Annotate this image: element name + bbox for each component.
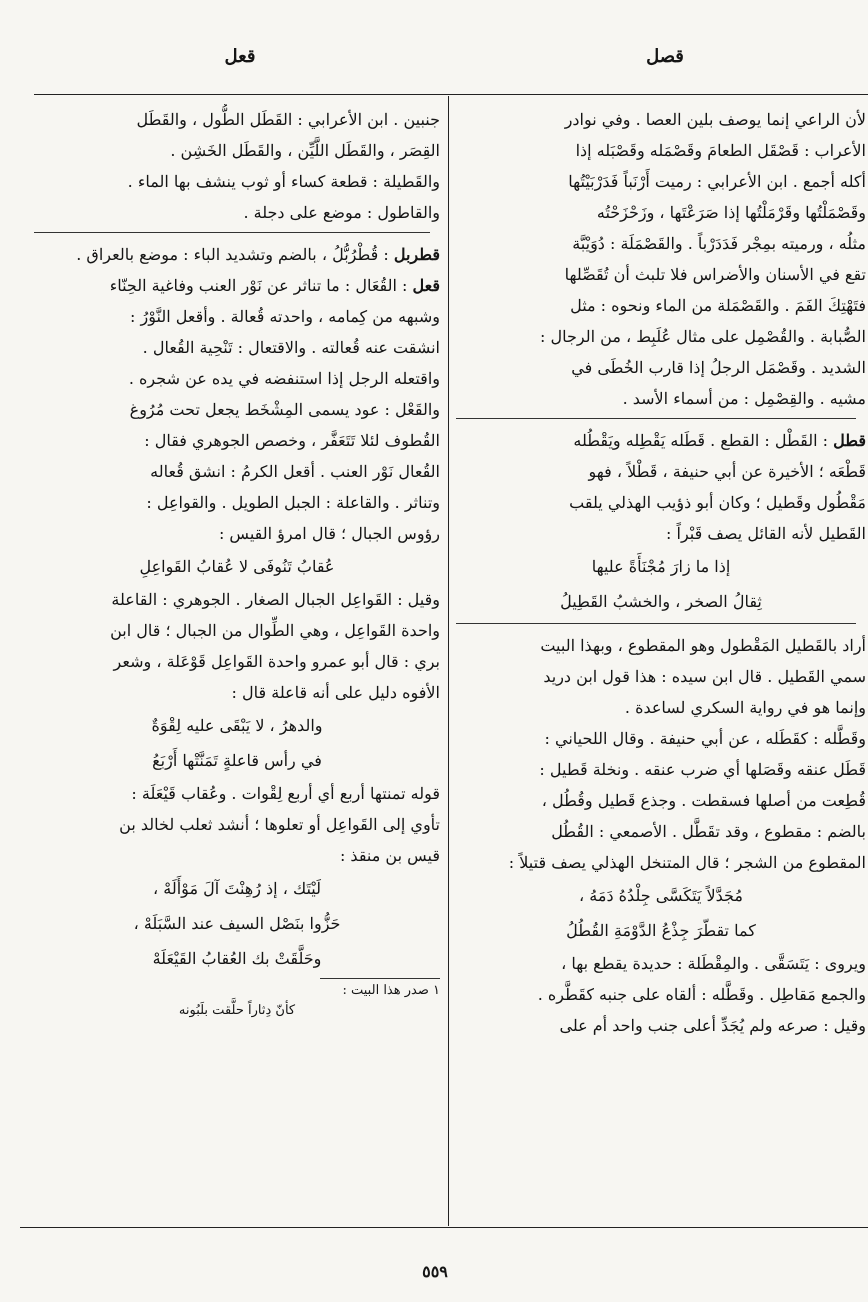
text-line: القُعال نَوْر العنب . أقعل الكرمُ : انشق قُعاله [150,462,440,481]
text-line: قوله تمنتها أربع أي أربع لِقْوات . وعُقاب قَيْعَلَة : [131,784,440,803]
verse-line: وحَلَّقَتْ بك العُقابُ القَيْعَلَهْ [152,949,322,968]
text-line: بالضم : مقطوع ، وقد تقَطَّل . الأصمعي : القُطُل [551,822,866,841]
right-col-verse-2 [456,878,866,948]
text-line: مشيه . والقِصْمِل : من أسماء الأسد . [622,389,866,408]
text-line: قَطْعَه ؛ الأخيرة عن أبي حنيفة ، قَطْلاً ، فهو [588,462,866,481]
text-line: وشبهه من كِمامه ، واحدته قُعالة . وأقعل النَّوْرُ : [130,307,440,326]
text-line: واقتعله الرجل إذا استنفضه في يده عن شجره . [128,369,440,388]
text-line: بري : قال أبو عمرو واحدة القَواعِل قَوْعَلة ، وشعر [113,652,440,671]
entry-separator [34,232,430,233]
text-line: قطربل : قُطْرُبُّلُ ، بالضم وتشديد الباء : موضع بالعراق . [76,245,440,264]
right-col-block-a [456,104,866,414]
verse-line: ثِقالُ الصخر ، والخشبُ القَطِيلُ [560,592,762,611]
verse-line: حَزُّوا بنَصْل السيف عند السَّبَلَهْ ، [133,914,341,933]
left-headword: قعل [224,46,256,67]
left-col-verse-1 [34,549,440,584]
verse-line: إذا ما زارَ مُجْنَأَةً عليها [591,557,731,576]
entry-separator [456,623,856,624]
right-col-block-b [456,425,866,549]
entry-headword: قطربل [393,245,440,264]
left-col-block-d [34,584,440,708]
text-line: قطل : القَطْل : القطع . قَطَله يَقْطِله ويَقْطُله [573,431,866,450]
text-line: الشديد . وقَصْمَل الرجلُ إذا قارب الخُطَى في [571,358,866,377]
text-line: والقاطول : موضع على دجلة . [243,203,440,222]
text-line: الأعراب : قَصْقَل الطعامَ وقَصْمَله وقَصْبَله إذا [575,141,866,160]
verse-line: في رأس قاعلةٍ تَمَنَّتْها أَرْبَعُ [152,751,322,770]
text-line: تقع في الأسنان والأضراس فلا تلبث أن تُقَصِّلها [564,265,866,284]
left-col-block-a [34,104,440,228]
right-headword: قصل [646,46,684,67]
entry-headword: قطل [833,431,866,450]
left-col-verse-2 [34,708,440,778]
text-line: القَطيل لأنه القائل يصف قَبْراً : [666,524,866,543]
text-line: جنبين . ابن الأعرابي : القَطَل الطُّول ، والقَطَل [136,110,440,129]
text-line: وتناثر . والقاعلة : الجبل الطويل . والقواعِل : [146,493,440,512]
entry-headword: قعل [412,276,440,295]
text-line: الصُّبابة . والقُصْمِل على مثال عُلَبِط ، من الرجال : [540,327,866,346]
text-line: مثلُه ، ورميته بمِجْر فَدَدَرْباً . والقَصْمَلَة : دُوَيْبَّة [572,234,866,253]
text-line: انشقت عنه قُعالته . والاقتعال : تَنْحِية القُعال . [142,338,440,357]
footnote-rule [320,978,440,979]
right-column [456,104,866,1041]
text-line: واحدة القَواعِل ، وهي الطِّوال من الجبال ؛ قال ابن [110,621,440,640]
text-line: وإنما هو في رواية السكري لساعدة . [624,698,866,717]
verse-line: مُجَدَّلاً يَتَكَسَّى جِلْدُهُ دَمَهُ ، [579,886,743,905]
text-line: القُطوف لئلا تَتَعَفَّر ، وخصص الجوهري فقال : [144,431,440,450]
text-line: القِصَر ، والقَطَل اللَّيِّن ، والقَطَل الخَشِن . [170,141,440,160]
text-line: المقطوع من الشجر ؛ قال المتنخل الهذلي يصف قتيلاً : [508,853,866,872]
text-line: قُطِعت من أصلها فسقطت . وجذع قَطيل وقُطُل ، [541,791,866,810]
verse-line: لَيْتَك ، إذ رُهِنْتَ آلَ مَوْأَلَهْ ، [153,879,321,898]
column-divider [448,96,449,1226]
text-line: والقَعْل : عود يسمى المِشْخَط يجعل تحت مُرُوغ [129,400,440,419]
footnote-text: كأنّ دِثاراً حلَّقت بلَبُونه [178,1003,296,1018]
text-line: أكله أجمع . ابن الأعرابي : رميت أَرْنَباً فَدَرْبَيْتُها [568,172,866,191]
right-col-block-c [456,630,866,878]
verse-line: كما تقطّرَ جِذْعُ الدَّوْمَةِ القُطُلُ [566,921,756,940]
text-line: والقَطيلة : قطعة كساء أو ثوب ينشف بها الماء . [127,172,440,191]
text-line: رؤوس الجبال ؛ قال امرؤ القيس : [218,524,440,543]
text-line: الأفوه دليل على أنه قاعلة قال : [231,683,440,702]
text-line: لأن الراعي إنما يوصف بلين العصا . وفي نوادر [564,110,866,129]
text-line: وقيل : القَواعِل الجبال الصغار . الجوهري : القاعلة [111,590,440,609]
left-column [34,104,440,1021]
entry-separator [456,418,856,419]
top-rule [34,94,868,95]
right-col-block-d [456,948,866,1041]
text-line: قيس بن منقذ : [339,846,440,865]
text-line: وقيل : صرعه ولم يُجَدِّ أعلى جنب واحد أم على [559,1016,866,1035]
left-col-block-e [34,778,440,871]
text-line: وقَطَّله : كقَطَله ، عن أبي حنيفة . وقال اللحياني : [544,729,866,748]
text-line: قَطَل عنقه وقَصَلها أي ضرب عنقه . ونخلة قَطيل : [539,760,866,779]
text-line: والجمع مَقاطِل . وقَطَّله : ألقاه على جنبه كقَطَّره . [537,985,866,1004]
verse-line: والدهرُ ، لا يَبْقَى عليه لِقْوَةٌ [151,716,323,735]
bottom-rule [20,1227,868,1228]
left-col-block-c [34,270,440,549]
text-line: مَقْطُول وقَطيل ؛ وكان أبو ذؤيب الهذلي يلقب [569,493,866,512]
verse-line: عُقابُ تَنُوفَى لا عُقابُ القَواعِلِ [139,557,335,576]
text-line: فتَهْتِكَ الفَمَ . والقَصْمَلة من الماء ونحوه : مثل [570,296,866,315]
text-line: ويروى : يَتَسَقَّى . والمِقْطَلة : حديدة يقطع بها ، [561,954,866,973]
text-line: أراد بالقَطيل المَقْطول وهو المقطوع ، وبهذا البيت [540,636,866,655]
left-col-block-b [34,239,440,270]
page-number: ٥٥٩ [422,1262,448,1281]
text-line: سمي القَطيل . قال ابن سيده : هذا قول ابن دريد [543,667,866,686]
text-line: وقَصْمَلْتُها وقَرْمَلْتُها إذا صَرَعْتَها ، وزَحْزَحْتُه [596,203,866,222]
text-line: قعل : القُعَال : ما تناثر عن نَوْر العنب وفاغية الحِنّاء [109,276,440,295]
right-col-verse-1 [456,549,866,619]
left-col-verse-3 [34,871,440,976]
footnote-label: ١ صدر هذا البيت : [342,983,440,998]
text-line: تأوي إلى القَواعِل أو تعلوها ؛ أنشد ثعلب لخالد بن [119,815,440,834]
